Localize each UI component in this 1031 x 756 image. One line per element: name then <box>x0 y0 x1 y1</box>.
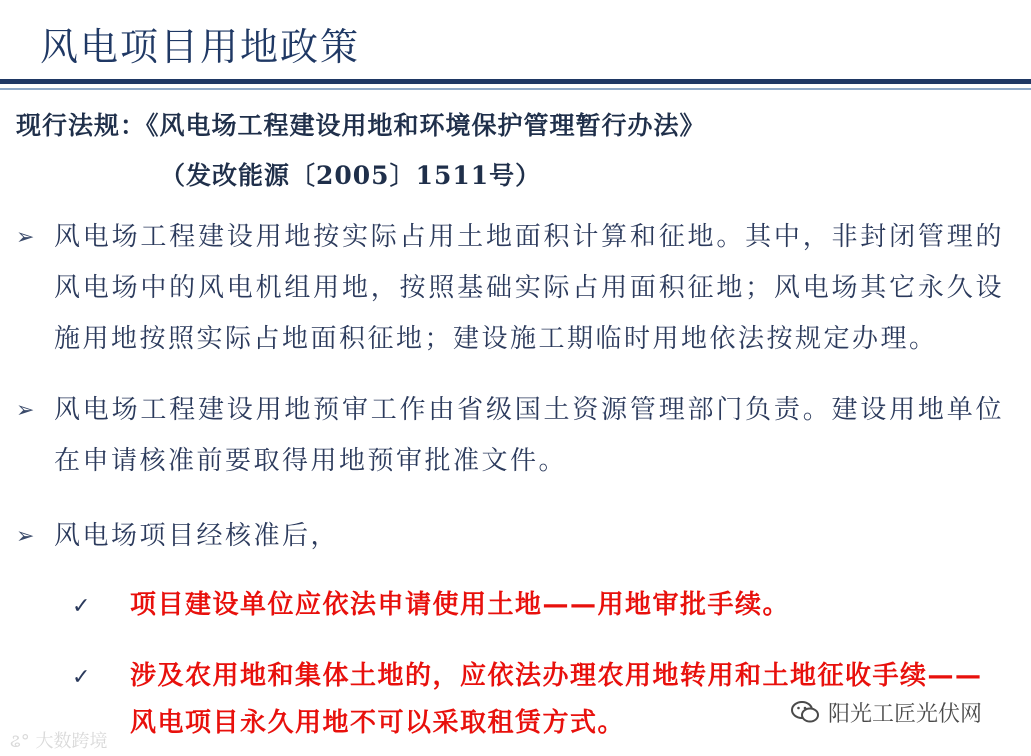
arrow-bullet-icon: ➢ <box>16 524 35 549</box>
arrow-bullet-icon: ➢ <box>16 225 35 250</box>
bullet-text-3: 风电场项目经核准后， <box>54 521 340 551</box>
watermark-left-text: 大数跨境 <box>35 731 108 752</box>
bullet-text-1: 风电场工程建设用地按实际占用土地面积计算和征地。其中，非封闭管理的风电场中的风电机组用地，按照基础实际占用面积征地；风电场其它永久设施用地按照实际占地面积征地；建设施工期临时用地依法按规定办理。 <box>54 222 1004 354</box>
title-divider-thin <box>0 88 1031 90</box>
sub-item-2-line-1: 涉及农用地和集体土地的，应依法办理农用地转用和土地征收手续—— <box>130 661 983 691</box>
page-title: 风电项目用地政策 <box>40 25 361 69</box>
law-document-number: （发改能源〔2005〕1511号） <box>160 161 542 190</box>
sub-item-1: 项目建设单位应依法申请使用土地——用地审批手续。 <box>130 590 791 620</box>
title-divider <box>0 79 1031 84</box>
law-reference: 现行法规：《风电场工程建设用地和环境保护管理暂行办法》 <box>16 111 706 140</box>
wechat-icon <box>790 699 820 725</box>
watermark-left <box>10 727 108 753</box>
watermark-logo-icon: ଌ° <box>10 731 30 752</box>
arrow-bullet-icon: ➢ <box>16 398 35 423</box>
watermark-right <box>790 697 982 727</box>
checkmark-icon: ✓ <box>72 594 91 619</box>
bullet-text-2: 风电场工程建设用地预审工作由省级国土资源管理部门负责。建设用地单位在申请核准前要取得用地预审批准文件。 <box>54 395 1004 476</box>
watermark-right-text: 阳光工匠光伏网 <box>828 701 983 727</box>
sub-item-2-line-2: 风电项目永久用地不可以采取租赁方式。 <box>130 708 626 738</box>
checkmark-icon: ✓ <box>72 665 91 690</box>
